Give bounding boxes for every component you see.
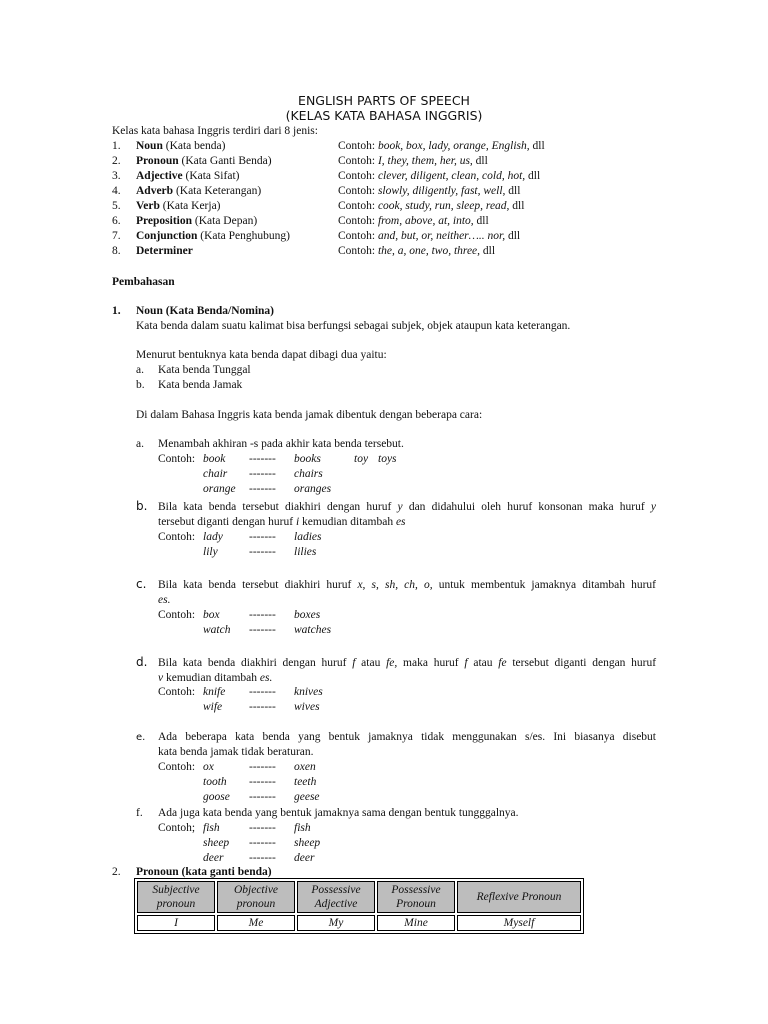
rule-c-letter: c. — [136, 577, 147, 591]
example-label: Contoh: — [158, 531, 196, 543]
noun-description: Kata benda dalam suatu kalimat bisa berfungsi sebagai subjek, objek ataupun kata keterangan. — [136, 320, 571, 332]
class-examples: Contoh: cook, study, run, sleep, read, dll — [338, 200, 525, 212]
table-cell: Mine — [377, 915, 455, 931]
example-label: Contoh: — [158, 761, 196, 773]
example-plural: chairs — [294, 468, 323, 480]
class-name: Pronoun (Kata Ganti Benda) — [136, 155, 272, 167]
rule-b-line2: tersebut diganti dengan huruf i kemudian ditambah es — [158, 516, 406, 528]
example-plural: deer — [294, 852, 315, 864]
rule-a-text: Menambah akhiran -s pada akhir kata benda tersebut. — [158, 438, 404, 450]
pembahasan-heading: Pembahasan — [112, 276, 175, 288]
example-dash: ------- — [249, 701, 276, 713]
example-plural: boxes — [294, 609, 321, 621]
class-number: 4. — [112, 185, 121, 197]
example-singular: goose — [203, 791, 230, 803]
plural-intro: Di dalam Bahasa Inggris kata benda jamak dibentuk dengan beberapa cara: — [136, 409, 483, 421]
rule-d-line1: Bila kata benda diakhiri dengan huruf f atau fe, maka huruf f atau fe tersebut diganti dengan huruf — [158, 657, 657, 669]
table-header-cell: Objective pronoun — [217, 881, 295, 913]
rule-f-letter: f. — [136, 807, 143, 819]
rule-a-letter: a. — [136, 438, 144, 450]
example-singular: fish — [203, 822, 220, 834]
example-plural: books — [294, 453, 321, 465]
example-singular: sheep — [203, 837, 230, 849]
class-number: 3. — [112, 170, 121, 182]
example-dash: ------- — [249, 546, 276, 558]
table-header-cell: Possessive Adjective — [297, 881, 375, 913]
class-name: Adjective (Kata Sifat) — [136, 170, 240, 182]
example-dash: ------- — [249, 531, 276, 543]
example-label: Contoh: — [158, 453, 196, 465]
pronoun-section-number: 2. — [112, 866, 121, 878]
class-name: Adverb (Kata Keterangan) — [136, 185, 262, 197]
example-plural: lilies — [294, 546, 317, 558]
example-dash: ------- — [249, 837, 276, 849]
rule-c-suffix: es. — [158, 594, 171, 606]
rule-e-line1: Ada beberapa kata benda yang bentuk jamaknya tidak menggunakan s/es. Ini biasanya disebut — [158, 731, 656, 743]
class-examples: Contoh: clever, diligent, clean, cold, hot, dll — [338, 170, 541, 182]
class-name: Preposition (Kata Depan) — [136, 215, 258, 227]
example-label: Contoh; — [158, 822, 196, 834]
class-name: Noun (Kata benda) — [136, 140, 226, 152]
example-dash: ------- — [249, 686, 276, 698]
split-item-singular: Kata benda Tunggal — [158, 364, 251, 376]
example-plural: knives — [294, 686, 323, 698]
class-examples: Contoh: I, they, them, her, us, dll — [338, 155, 488, 167]
page-title: ENGLISH PARTS OF SPEECH — [298, 93, 470, 108]
rule-b-letter: b. — [136, 499, 148, 513]
example-singular: watch — [203, 624, 231, 636]
example-dash: ------- — [249, 453, 276, 465]
example-plural: geese — [294, 791, 320, 803]
table-header-cell: Reflexive Pronoun — [457, 881, 581, 913]
class-examples: Contoh: book, box, lady, orange, English, dll — [338, 140, 545, 152]
example-label: Contoh: — [158, 609, 196, 621]
rule-e-line2: kata benda jamak tidak beraturan. — [158, 746, 314, 758]
table-header-cell: Possessive Pronoun — [377, 881, 455, 913]
example-singular: ox — [203, 761, 214, 773]
rule-b-line1: Bila kata benda tersebut diakhiri dengan huruf y dan didahului oleh huruf konsonan maka huruf y — [158, 501, 656, 513]
rule-e-letter: e. — [136, 732, 146, 743]
example-plural: wives — [294, 701, 320, 713]
example-dash: ------- — [249, 852, 276, 864]
class-examples: Contoh: the, a, one, two, three, dll — [338, 245, 496, 257]
example-dash: ------- — [249, 822, 276, 834]
noun-section-number: 1. — [112, 305, 121, 317]
example-plural: sheep — [294, 837, 321, 849]
class-examples: Contoh: slowly, diligently, fast, well, dll — [338, 185, 521, 197]
example-plural: fish — [294, 822, 311, 834]
example-singular: knife — [203, 686, 226, 698]
class-number: 1. — [112, 140, 121, 152]
class-number: 8. — [112, 245, 121, 257]
table-cell: My — [297, 915, 375, 931]
example-plural: oxen — [294, 761, 316, 773]
class-name: Conjunction (Kata Penghubung) — [136, 230, 290, 242]
class-name: Determiner — [136, 245, 193, 257]
example-singular: chair — [203, 468, 228, 480]
table-header-cell: Subjective pronoun — [137, 881, 215, 913]
class-number: 5. — [112, 200, 121, 212]
example-singular: tooth — [203, 776, 227, 788]
example-singular: lily — [203, 546, 218, 558]
example-label: Contoh: — [158, 686, 196, 698]
rule-f-text: Ada juga kata benda yang bentuk jamaknya sama dengan bentuk tungggalnya. — [158, 807, 519, 819]
class-number: 6. — [112, 215, 121, 227]
rule-a-extra-plural: toys — [378, 453, 397, 465]
example-plural: teeth — [294, 776, 317, 788]
intro-text: Kelas kata bahasa Inggris terdiri dari 8 jenis: — [112, 125, 318, 137]
noun-split-intro: Menurut bentuknya kata benda dapat dibagi dua yaitu: — [136, 349, 387, 361]
example-dash: ------- — [249, 624, 276, 636]
pronoun-heading: Pronoun (kata ganti benda) — [136, 866, 272, 878]
example-singular: box — [203, 609, 220, 621]
class-number: 7. — [112, 230, 121, 242]
split-letter-b: b. — [136, 379, 145, 391]
split-item-plural: Kata benda Jamak — [158, 379, 243, 391]
noun-heading: Noun (Kata Benda/Nomina) — [136, 305, 275, 317]
class-examples: Contoh: from, above, at, into, dll — [338, 215, 489, 227]
table-cell: I — [137, 915, 215, 931]
pronoun-table — [134, 878, 584, 934]
example-dash: ------- — [249, 791, 276, 803]
example-singular: wife — [203, 701, 223, 713]
example-singular: book — [203, 453, 226, 465]
table-cell: Me — [217, 915, 295, 931]
table-cell: Myself — [457, 915, 581, 931]
rule-d-letter: d. — [136, 655, 148, 669]
rule-c-line1: Bila kata benda tersebut diakhiri huruf x, s, sh, ch, o, untuk membentuk jamaknya ditambah huruf — [158, 579, 657, 591]
example-dash: ------- — [249, 761, 276, 773]
example-dash: ------- — [249, 483, 276, 495]
example-singular: deer — [203, 852, 224, 864]
class-examples: Contoh: and, but, or, neither….. nor, dll — [338, 230, 521, 242]
example-plural: watches — [294, 624, 332, 636]
rule-a-extra-singular: toy — [354, 453, 369, 465]
rule-d-line2: v kemudian ditambah es. — [158, 672, 273, 684]
example-dash: ------- — [249, 609, 276, 621]
example-plural: ladies — [294, 531, 322, 543]
class-name: Verb (Kata Kerja) — [136, 200, 221, 212]
example-dash: ------- — [249, 468, 276, 480]
page-subtitle: (KELAS KATA BAHASA INGGRIS) — [285, 108, 483, 123]
split-letter-a: a. — [136, 364, 144, 376]
example-singular: lady — [203, 531, 223, 543]
example-dash: ------- — [249, 776, 276, 788]
class-number: 2. — [112, 155, 121, 167]
example-plural: oranges — [294, 483, 332, 495]
example-singular: orange — [203, 483, 236, 495]
